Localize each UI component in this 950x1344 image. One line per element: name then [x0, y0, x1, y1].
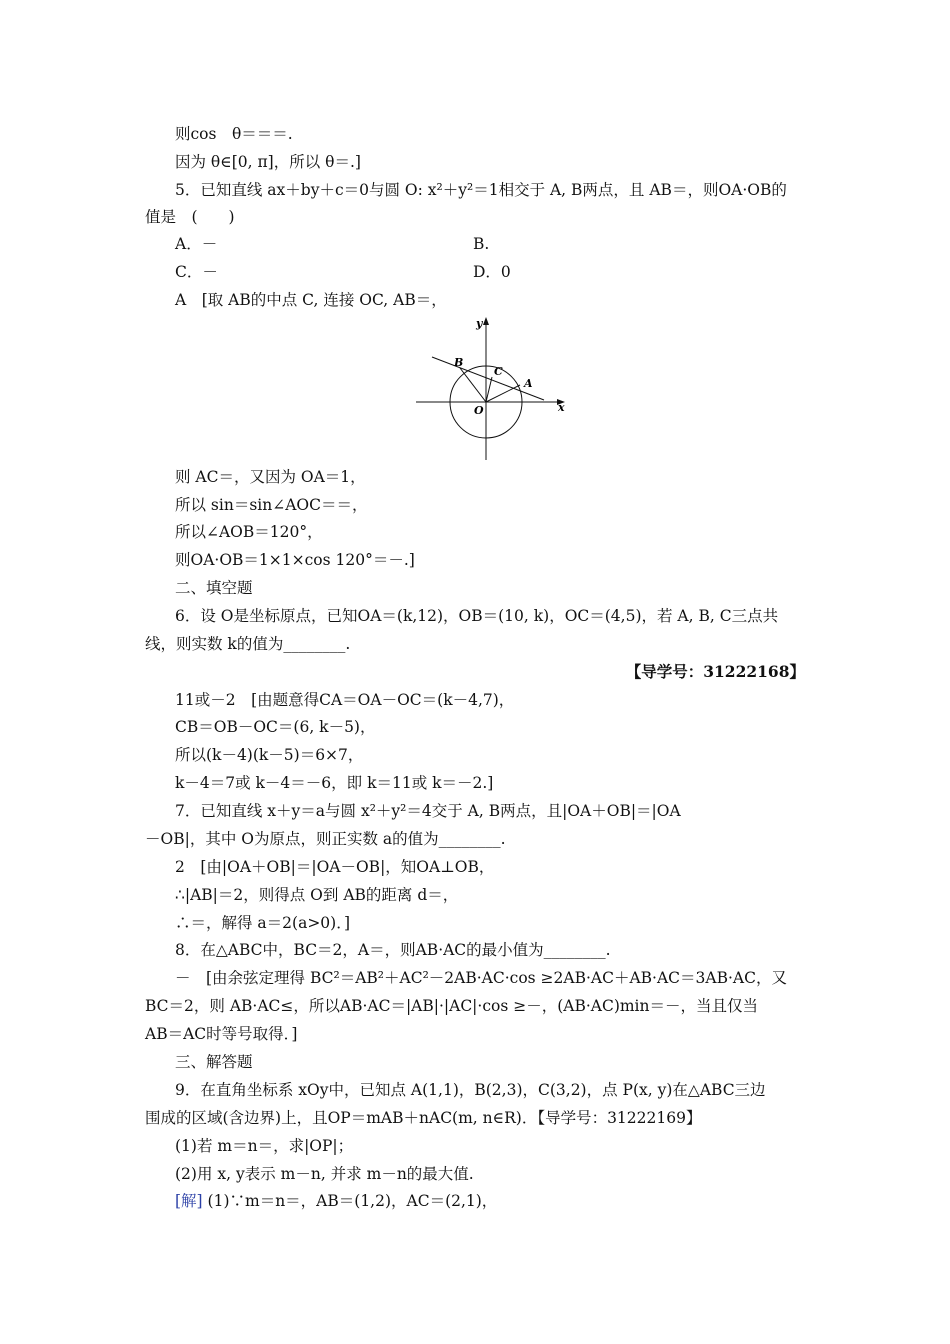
point-c-label: C — [494, 365, 503, 378]
section-heading: 三、解答题 — [175, 1053, 253, 1071]
text-line: AB＝AC时等号取得．] — [145, 1025, 298, 1043]
option-c: C．－ — [175, 263, 218, 281]
text-line: BC＝2，则 AB·AC≤，所以AB·AC＝|AB|·|AC|·cos ≥－，(AB·AC)min＝－，当且仅当 — [145, 997, 759, 1015]
circle-figure — [412, 315, 592, 465]
answer-8: － [由余弦定理得 BC²＝AB²＋AC²－2AB·AC·cos ≥2AB·AC＋AB·AC＝3AB·AC，又 — [175, 969, 787, 987]
option-d: D．0 — [473, 263, 511, 281]
text-line: k－4＝7或 k－4＝－6，即 k＝11或 k＝－2.] — [175, 774, 494, 792]
question-8: 8．在△ABC中，BC＝2，A＝，则AB·AC的最小值为________. — [175, 941, 611, 959]
point-a-label: A — [524, 377, 533, 390]
question-9: 9．在直角坐标系 xOy中，已知点 A(1,1)，B(2,3)，C(3,2)，点 P(x, y)在△ABC三边 — [175, 1081, 766, 1099]
answer-5: A [取 AB的中点 C, 连接 OC, AB＝， — [175, 291, 447, 309]
origin-label: O — [474, 404, 484, 417]
text-line: ∴|AB|＝2，则得点 O到 AB的距离 d＝， — [175, 886, 459, 904]
question-6: 6．设 O是坐标原点，已知OA＝(k,12)，OB＝(10, k)，OC＝(4,5)，若 A, B, C三点共 — [175, 607, 779, 625]
text-line: 线，则实数 k的值为________. — [145, 635, 351, 653]
text-line: 所以(k－4)(k－5)＝6×7， — [175, 746, 364, 764]
guide-number: 【导学号：31222168】 — [625, 662, 805, 681]
text-line: －OB|，其中 O为原点，则正实数 a的值为________. — [145, 830, 506, 848]
question-7: 7．已知直线 x＋y＝a与圆 x²＋y²＝4交于 A, B两点，且|OA＋OB|＝|OA — [175, 802, 681, 820]
text-line: (2)用 x, y表示 m－n, 并求 m－n的最大值. — [175, 1165, 474, 1183]
text-line: 所以 sin＝sin∠AOC＝＝， — [175, 496, 368, 514]
text-line: 则OA·OB＝1×1×cos 120°＝－.] — [175, 551, 415, 569]
text-line: 因为 θ∈[0, π]，所以 θ＝.] — [175, 153, 361, 171]
text-line: 围成的区域(含边界)上，且OP＝mAB＋nAC(m, n∈R)．【导学号：31222169】 — [145, 1109, 702, 1127]
text-line: 则cos θ＝＝＝. — [175, 125, 293, 143]
option-a: A．－ — [175, 235, 218, 253]
solution-tag: [解] — [175, 1192, 203, 1210]
point-b-label: B — [454, 356, 464, 369]
question-5: 5．已知直线 ax＋by＋c＝0与圆 O: x²＋y²＝1相交于 A, B两点，且 AB＝，则OA·OB的 — [175, 181, 787, 199]
text-line: 所以∠AOB＝120°， — [175, 523, 323, 541]
y-axis-label: y — [476, 317, 483, 330]
option-b: B. — [473, 235, 490, 253]
text-line: CB＝OB－OC＝(6, k－5)， — [175, 718, 376, 736]
section-heading: 二、填空题 — [175, 579, 253, 597]
text-line: (1)若 m＝n＝，求|OP|； — [175, 1137, 354, 1155]
text-line: ∴＝，解得 a＝2(a>0)．] — [175, 914, 351, 932]
text-line: 值是 ( ) — [145, 208, 235, 226]
solution-text: (1)∵m＝n＝，AB＝(1,2)，AC＝(2,1)， — [207, 1192, 498, 1210]
answer-7: 2 [由|OA＋OB|＝|OA－OB|，知OA⊥OB， — [175, 858, 495, 876]
answer-6: 11或－2 [由题意得CA＝OA－OC＝(k－4,7)， — [175, 691, 515, 709]
text-line: 则 AC＝，又因为 OA＝1， — [175, 468, 366, 486]
x-axis-label: x — [558, 401, 565, 414]
solution-line — [175, 1191, 497, 1211]
